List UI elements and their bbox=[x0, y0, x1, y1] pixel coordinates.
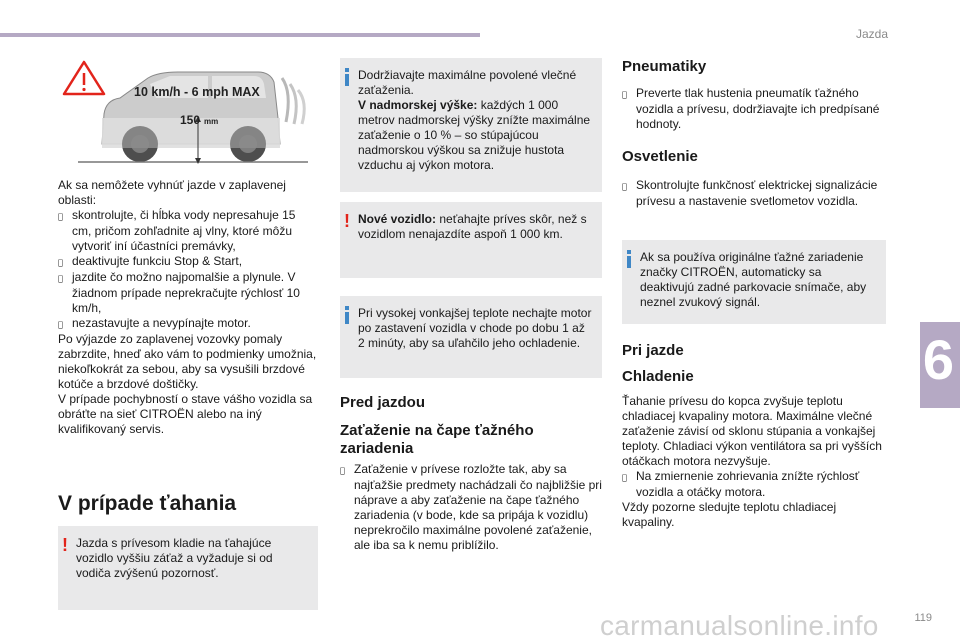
info-mark-icon bbox=[345, 306, 349, 324]
lighting-heading: Osvetlenie bbox=[622, 148, 698, 165]
altitude-text: každých 1 000 metrov nadmorskej výšky znížte maximálne zaťaženie o 10 % – so stúpajúcou nadmorskou výškou sa znižuje hustota vzduchu aj výkon motora. bbox=[358, 98, 591, 172]
before-driving-heading: Pred jazdou bbox=[340, 394, 426, 411]
towing-warning-text: Jazda s prívesom kladie na ťahajúce vozidlo vyššiu záťaž a vyžaduje si od vodiča zvýšenú pozornosť. bbox=[76, 536, 273, 580]
altitude-label: V nadmorskej výške: bbox=[358, 98, 478, 112]
flood-bullet: skontrolujte, či hĺbka vody nepresahuje 15 cm, pričom zohľadnite aj vlny, ktoré môžu vytvoriť iní účastníci premávky, bbox=[72, 208, 296, 253]
header-rule bbox=[0, 33, 480, 37]
cooling-paragraph: Vždy pozorne sledujte teplotu chladiacej kvapaliny. bbox=[622, 500, 837, 529]
flood-bullet: nezastavujte a nevypínajte motor. bbox=[72, 316, 251, 330]
flood-bullet: deaktivujte funkciu Stop & Start, bbox=[72, 254, 243, 268]
towing-heading: V prípade ťahania bbox=[58, 492, 237, 515]
new-vehicle-warning-box bbox=[340, 202, 602, 278]
flood-driving-illustration bbox=[58, 58, 318, 176]
flood-paragraph: V prípade pochybností o stave vášho vozidla sa obráťte na sieť CITROËN alebo na iný kvalifikovaný servis. bbox=[58, 392, 313, 436]
tyres-bullet: Preverte tlak hustenia pneumatík ťažného vozidla a prívesu, dodržiavajte ich predpísané hodnoty. bbox=[636, 86, 880, 131]
water-depth-unit: mm bbox=[204, 117, 219, 126]
towing-warning-box bbox=[58, 526, 318, 610]
flood-bullet: jazdite čo možno najpomalšie a plynule. V žiadnom prípade neprekračujte rýchlosť 10 km/h, bbox=[72, 270, 300, 315]
water-depth-value: 150 bbox=[180, 113, 201, 127]
warning-mark-icon: ! bbox=[62, 535, 68, 555]
info-mark-icon bbox=[627, 250, 631, 268]
watermark: carmanualsonline.info bbox=[600, 610, 879, 640]
lighting-bullet: Skontrolujte funkčnosť elektrickej signalizácie prívesu a nastavenie svetlometov vozidla. bbox=[636, 178, 878, 208]
warning-mark-icon: ! bbox=[344, 211, 350, 231]
towball-load-heading: Zaťaženie na čape ťažného zariadenia bbox=[340, 422, 534, 457]
load-info-line: Dodržiavajte maximálne povolené vlečné zaťaženia. bbox=[358, 68, 577, 97]
parking-sensor-info-box bbox=[622, 240, 886, 324]
cooling-bullet: Na zmiernenie zohrievania znížte rýchlosť vozidla a otáčky motora. bbox=[636, 469, 860, 499]
cooling-paragraph: Ťahanie prívesu do kopca zvyšuje teplotu chladiacej kvapaliny motora. Maximálne vlečné zaťaženie závisí od sklonu stúpania a vonkajšej teploty. Chladiaci výkon ventilátora sa pri vyšších otáčkach motora nezvyšuje. bbox=[622, 394, 882, 468]
tyres-heading: Pneumatiky bbox=[622, 58, 707, 75]
new-vehicle-label: Nové vozidlo: bbox=[358, 212, 437, 226]
cooling-heading: Chladenie bbox=[622, 368, 694, 385]
parking-sensor-text: Ak sa používa originálne ťažné zariadenie značky CITROËN, automaticky sa deaktivujú zadné parkovacie snímače, aby neznel zvukový signál. bbox=[640, 250, 867, 309]
while-driving-heading: Pri jazde bbox=[622, 342, 684, 359]
page-number: 119 bbox=[914, 612, 932, 624]
flood-driving-text bbox=[58, 178, 318, 437]
heat-info-text: Pri vysokej vonkajšej teplote nechajte motor po zastavení vozidla v chode po dobu 1 až 2 minúty, aby sa uľahčilo jeho ochladenie. bbox=[358, 306, 592, 350]
towball-load-bullet: Zaťaženie v prívese rozložte tak, aby sa najťažšie predmety nachádzali čo najbližšie pri náprave a aby zaťaženie na čape ťažného zariadenia (v bode, kde sa pripája k vozidlu) neprekročilo maximálne povolené zaťaženie, ale iba sa k nemu priblížilo. bbox=[354, 462, 602, 552]
flood-intro: Ak sa nemôžete vyhnúť jazde v zaplavenej oblasti: bbox=[58, 178, 286, 207]
chapter-number: 6 bbox=[922, 328, 954, 391]
car-in-water-diagram bbox=[58, 58, 318, 176]
new-vehicle-text: neťahajte príves skôr, než s vozidlom nenajazdíte aspoň 1 000 km. bbox=[358, 212, 587, 241]
flood-paragraph: Po výjazde zo zaplavenej vozovky pomaly zabrzdite, hneď ako vám to podmienky umožnia, niekoľkokrát za sebou, aby sa vysušili brzdové kotúče a brzdové doštičky. bbox=[58, 332, 317, 391]
cooling-text bbox=[622, 394, 886, 530]
heat-info-box bbox=[340, 296, 602, 378]
load-info-box bbox=[340, 58, 602, 192]
warning-triangle-icon bbox=[64, 62, 104, 94]
info-mark-icon bbox=[345, 68, 349, 86]
section-title: Jazda bbox=[855, 27, 888, 41]
speed-limit-label: 10 km/h - 6 mph MAX bbox=[134, 85, 260, 99]
